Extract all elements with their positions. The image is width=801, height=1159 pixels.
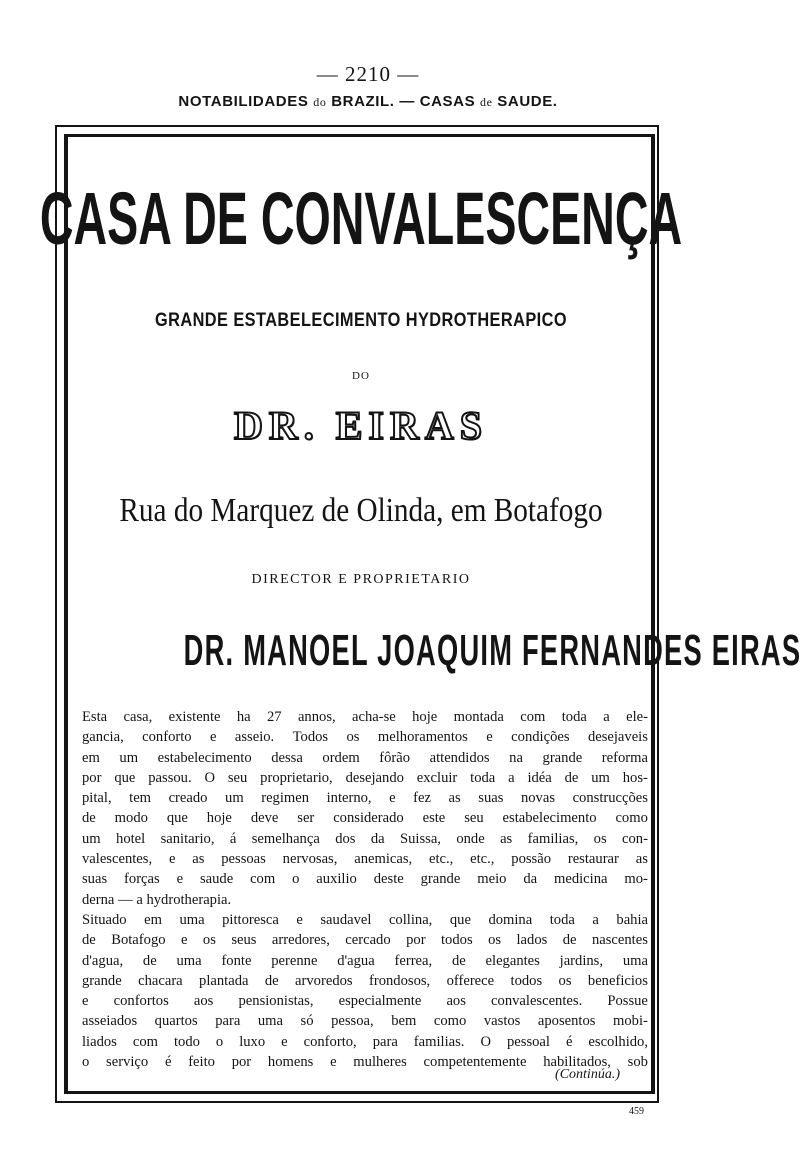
body-line: suas forças e saude com o auxilio deste grande meio da medicina mo- <box>82 871 648 888</box>
body-line: e confortos aos pensionistas, especialmente aos convalescentes. Possue <box>82 993 648 1010</box>
doctor-name: DR. EIRAS <box>233 403 489 448</box>
body-line: um hotel sanitario, á semelhança dos da Suissa, onde as familias, os con- <box>82 830 648 847</box>
address: Rua do Marquez de Olinda, em Botafogo <box>119 492 603 529</box>
running-head-part5: SAUDE. <box>497 93 558 110</box>
running-head-part4: de <box>479 95 493 109</box>
body-line: derna — a hydrotherapia. <box>82 891 232 908</box>
body-line: liados com todo o luxo e conforto, para familias. O pessoal é escolhido, <box>82 1033 648 1050</box>
body-line: por que passou. O seu proprietario, desejando excluir toda a idéa de um hos- <box>82 769 648 786</box>
body-line: gancia, conforto e asseio. Todos os melhoramentos e condições desejaveis <box>82 729 648 746</box>
running-head-part1: NOTABILIDADES <box>178 93 309 110</box>
body-line: o serviço é feito por homens e mulheres competentemente habilitados, sob <box>82 1054 648 1071</box>
body-line: em um estabelecimento dessa ordem fôrão attendidos na grande reforma <box>82 749 648 766</box>
page-number: — 2210 — <box>316 62 420 86</box>
running-head-part2: do <box>313 95 327 109</box>
advert-subtitle: GRANDE ESTABELECIMENTO HYDROTHERAPICO <box>154 310 568 331</box>
director-name: DR. MANOEL JOAQUIM FERNANDES EIRAS <box>183 626 801 675</box>
body-line: grande chacara plantada de arvoredos frondosos, offerece todos os beneficios <box>82 972 648 989</box>
continuation-note: (Continúa.) <box>555 1067 620 1082</box>
advert-body-text <box>82 707 648 1072</box>
running-head <box>0 93 736 110</box>
body-line: Situado em uma pittoresca e saudavel collina, que domina toda a bahia <box>82 911 648 928</box>
body-line: pital, tem creado um regimen interno, e fez as suas novas construcções <box>82 790 648 807</box>
do-label: DO <box>352 370 370 382</box>
body-line: de Botafogo e os seus arredores, cercado por todos os lados de nascentes <box>82 932 648 949</box>
body-line: asseiados quartos para uma só pessoa, bem como vastos aposentos mobi- <box>82 1013 648 1030</box>
body-line: valescentes, e as pessoas nervosas, anemicas, etc., etc., possão restaurar as <box>82 851 648 868</box>
body-line: de modo que hoje deve ser considerado este seu estabelecimento como <box>82 810 648 827</box>
running-head-part3: BRAZIL. — CASAS <box>331 93 476 110</box>
body-line: d'agua, de uma fonte perenne d'agua ferrea, de elegantes jardins, uma <box>82 952 648 969</box>
signature-mark: 459 <box>629 1106 644 1117</box>
director-label: DIRECTOR E PROPRIETARIO <box>251 572 471 587</box>
advert-title: CASA DE CONVALESCENÇA <box>39 176 683 260</box>
body-line: Esta casa, existente ha 27 annos, acha-se hoje montada com toda a ele- <box>82 709 648 725</box>
